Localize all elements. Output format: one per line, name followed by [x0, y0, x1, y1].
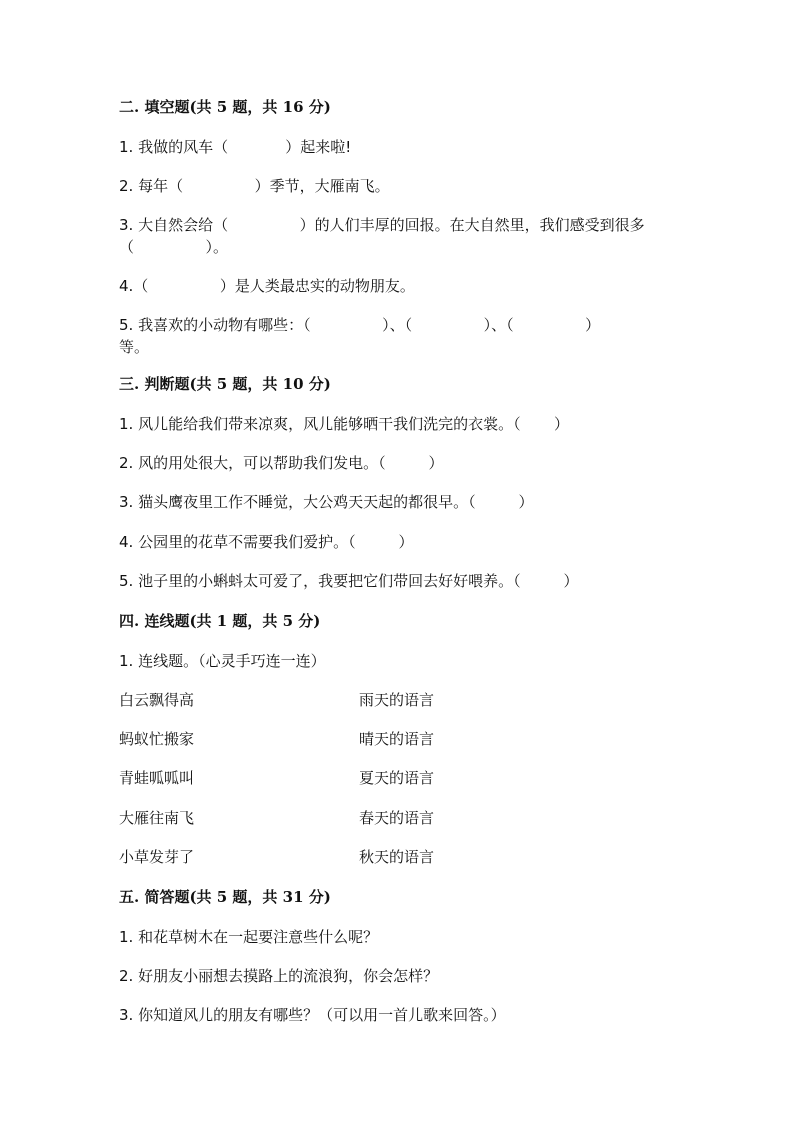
- fill-question-4: 4.（ ）是人类最忠实的动物朋友。: [119, 277, 415, 295]
- match-right-item: 夏天的语言: [359, 769, 435, 787]
- judge-question-2: 2. 风的用处很大，可以帮助我们发电。（ ）: [119, 454, 444, 472]
- judge-question-4: 4. 公园里的花草不需要我们爱护。（ ）: [119, 533, 414, 551]
- match-left-item: 大雁往南飞: [119, 809, 195, 827]
- short-question-3: 3. 你知道风儿的朋友有哪些？（可以用一首儿歌来回答。）: [119, 1006, 506, 1024]
- match-question-1: 1. 连线题。（心灵手巧连一连）: [119, 652, 326, 670]
- match-right-item: 春天的语言: [359, 809, 435, 827]
- short-question-1: 1. 和花草树木在一起要注意些什么呢？: [119, 928, 379, 946]
- short-question-2: 2. 好朋友小丽想去摸路上的流浪狗，你会怎样？: [119, 967, 439, 985]
- judge-question-3: 3. 猫头鹰夜里工作不睡觉，大公鸡天天起的都很早。（ ）: [119, 493, 534, 511]
- section-heading-short: 五. 简答题(共 5 题，共 31 分): [119, 888, 331, 906]
- fill-question-3-line-1: 3. 大自然会给（ ）的人们丰厚的回报。在大自然里，我们感受到很多: [119, 216, 645, 234]
- judge-question-5: 5. 池子里的小蝌蚪太可爱了，我要把它们带回去好好喂养。（ ）: [119, 572, 579, 590]
- section-heading-match: 四. 连线题(共 1 题，共 5 分): [119, 612, 321, 630]
- match-left-item: 小草发芽了: [119, 848, 195, 866]
- judge-question-1: 1. 风儿能给我们带来凉爽，风儿能够晒干我们洗完的衣裳。（ ）: [119, 415, 569, 433]
- match-right-item: 晴天的语言: [359, 730, 435, 748]
- match-left-item: 白云飘得高: [119, 691, 195, 709]
- fill-question-3-line-2: （ ）。: [119, 238, 229, 256]
- match-right-item: 秋天的语言: [359, 848, 435, 866]
- fill-question-1: 1. 我做的风车（ ）起来啦!: [119, 138, 352, 156]
- match-left-item: 青蛙呱呱叫: [119, 769, 195, 787]
- fill-question-2: 2. 每年（ ）季节，大雁南飞。: [119, 177, 390, 195]
- fill-question-5-line-1: 5. 我喜欢的小动物有哪些：（ ）、（ ）、（ ）: [119, 316, 601, 334]
- section-heading-fill: 二. 填空题(共 5 题，共 16 分): [119, 98, 331, 116]
- fill-question-5-line-2: 等。: [119, 338, 150, 356]
- match-left-item: 蚂蚁忙搬家: [119, 730, 195, 748]
- match-right-item: 雨天的语言: [359, 691, 435, 709]
- section-heading-judge: 三. 判断题(共 5 题，共 10 分): [119, 375, 331, 393]
